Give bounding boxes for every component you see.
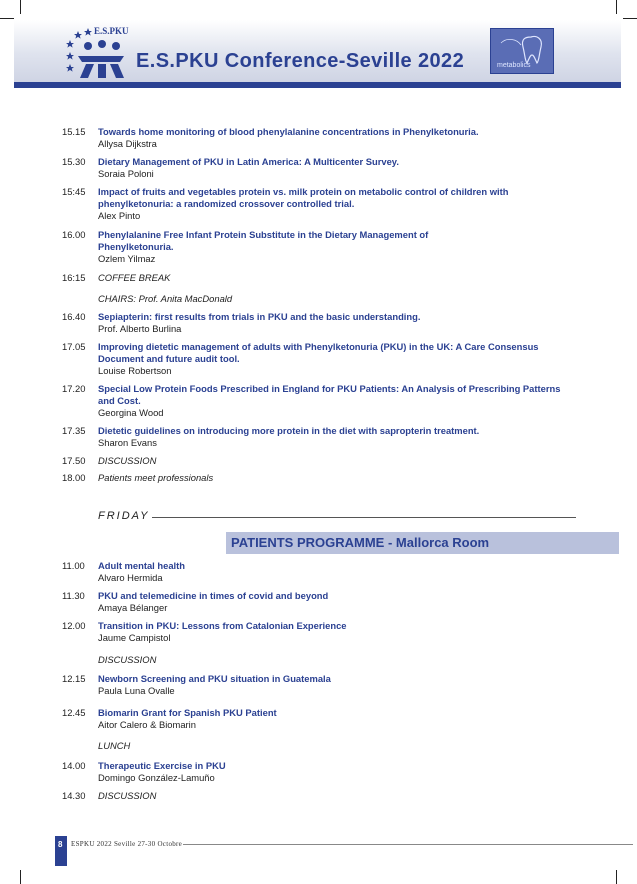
- entry-time: 15.15: [62, 126, 86, 137]
- entry-speaker: Amaya Bélanger: [98, 602, 168, 613]
- entry-title: Adult mental health: [98, 560, 185, 571]
- entry-title: Sepiapterin: first results from trials in PKU and the basic understanding.: [98, 311, 421, 322]
- entry-speaker: Soraia Poloni: [98, 168, 154, 179]
- break-label: COFFEE BREAK: [98, 272, 171, 283]
- crop-mark: [20, 0, 21, 14]
- entry-speaker: Sharon Evans: [98, 437, 157, 448]
- day-heading: FRIDAY: [98, 510, 150, 522]
- entry-time: 15:45: [62, 186, 86, 197]
- entry-time: 17.05: [62, 341, 86, 352]
- entry-label: Patients meet professionals: [98, 472, 214, 483]
- crop-mark: [616, 870, 617, 884]
- entry-time: 12.00: [62, 620, 86, 631]
- entry-speaker: Georgina Wood: [98, 407, 164, 418]
- crop-mark: [20, 870, 21, 884]
- entry-speaker: Alvaro Hermida: [98, 572, 163, 583]
- badge-text: metabolics: [497, 62, 531, 69]
- entry-title: PKU and telemedicine in times of covid and beyond: [98, 590, 329, 601]
- entry-title: Biomarin Grant for Spanish PKU Patient: [98, 707, 277, 718]
- entry-time: 17.35: [62, 425, 86, 436]
- entry-title: Towards home monitoring of blood phenylalanine concentrations in Phenylketonuria.: [98, 126, 479, 137]
- entry-speaker: Prof. Alberto Burlina: [98, 323, 182, 334]
- entry-title: Improving dietetic management of adults with Phenylketonuria (PKU) in the UK: A Care Consensus Document and future audit tool.: [98, 341, 539, 364]
- entry-time: 11.00: [62, 560, 85, 571]
- entry-speaker: Domingo González-Lamuño: [98, 772, 215, 783]
- entry-time: 18.00: [62, 472, 86, 483]
- metabolics-badge: [490, 28, 554, 74]
- footer-rule: [183, 844, 633, 845]
- crop-mark: [623, 18, 637, 19]
- entry-title: Impact of fruits and vegetables protein vs. milk protein on metabolic control of children with phenylketonuria: a randomized crossover controlled trial.: [98, 186, 509, 209]
- entry-title: Dietetic guidelines on introducing more protein in the diet with sapropterin treatment.: [98, 425, 480, 436]
- patients-programme-heading: [226, 532, 619, 554]
- entry-speaker: Louise Robertson: [98, 365, 172, 376]
- entry-time: 15.30: [62, 156, 86, 167]
- entry-speaker: Paula Luna Ovalle: [98, 685, 175, 696]
- entry-speaker: Aitor Calero & Biomarin: [98, 719, 196, 730]
- entry-title: Special Low Protein Foods Prescribed in England for PKU Patients: An Analysis of Prescribing Patterns and Cost.: [98, 383, 561, 406]
- entry-time: 16.40: [62, 311, 86, 322]
- entry-time: 12.45: [62, 707, 86, 718]
- conference-title: E.S.PKU Conference-Seville 2022: [136, 50, 465, 72]
- entry-time: 14.30: [62, 790, 86, 801]
- entry-title: Transition in PKU: Lessons from Catalonian Experience: [98, 620, 347, 631]
- page-number-box: [55, 836, 67, 866]
- divider: [152, 517, 576, 518]
- entry-time: 17.50: [62, 455, 86, 466]
- entry-speaker: Allysa Dijkstra: [98, 138, 157, 149]
- footer-text: ESPKU 2022 Seville 27-30 Octobre: [71, 840, 183, 848]
- entry-title: Therapeutic Exercise in PKU: [98, 760, 226, 771]
- discussion-label: DISCUSSION: [98, 455, 157, 466]
- crop-mark: [0, 18, 14, 19]
- entry-time: 14.00: [62, 760, 86, 771]
- entry-speaker: Ozlem Yilmaz: [98, 253, 156, 264]
- logo-text: E.S.PKU: [94, 26, 129, 36]
- page-number: 8: [58, 840, 63, 849]
- entry-time: 12.15: [62, 673, 86, 684]
- discussion-label: DISCUSSION: [98, 790, 157, 801]
- crop-mark: [616, 0, 617, 14]
- entry-title: Phenylalanine Free Infant Protein Substitute in the Dietary Management of Phenylketonuria.: [98, 229, 429, 252]
- entry-time: 16:15: [62, 272, 86, 283]
- page-header: [14, 20, 621, 88]
- patients-heading-text: PATIENTS PROGRAMME - Mallorca Room: [231, 535, 490, 550]
- lunch-label: LUNCH: [98, 740, 131, 751]
- discussion-label: DISCUSSION: [98, 654, 157, 665]
- entry-time: 17.20: [62, 383, 86, 394]
- entry-time: 11.30: [62, 590, 85, 601]
- entry-speaker: Alex Pinto: [98, 210, 141, 221]
- entry-title: Newborn Screening and PKU situation in Guatemala: [98, 673, 331, 684]
- page-footer: [55, 836, 635, 866]
- entry-speaker: Jaume Campistol: [98, 632, 171, 643]
- entry-time: 16.00: [62, 229, 86, 240]
- entry-title: Dietary Management of PKU in Latin America: A Multicenter Survey.: [98, 156, 399, 167]
- chairs-label: CHAIRS: Prof. Anita MacDonald: [98, 293, 233, 304]
